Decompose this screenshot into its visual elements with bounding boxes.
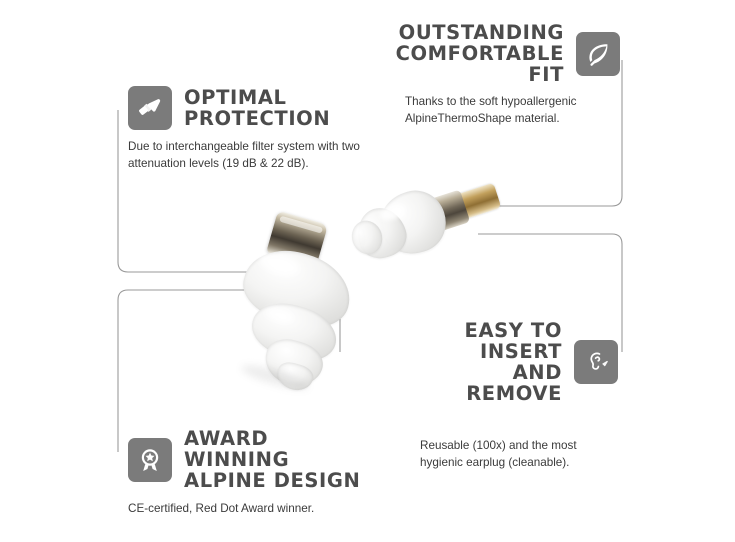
feature-body: Thanks to the soft hypoallergenic AlpineThermoShape material. [405,95,577,125]
feature-title-line1: AWARD WINNING [184,427,290,471]
feature-award-winning [128,428,374,518]
award-medal-icon [128,438,172,482]
feature-title-line2: COMFORTABLE FIT [395,42,564,86]
feature-title-line2: AND REMOVE [466,361,562,405]
feature-title-line1: OPTIMAL [184,86,287,109]
feature-header [395,21,620,86]
earplug-icon [128,86,172,130]
feature-header [398,320,618,404]
feature-title [184,87,330,129]
ear-insert-icon [574,340,618,384]
feature-header [128,86,378,130]
feature-comfortable-fit [395,21,620,127]
feature-title [410,320,562,404]
feature-title-line1: EASY TO INSERT [464,319,562,363]
feature-body: CE-certified, Red Dot Award winner. [128,502,315,515]
feature-body: Reusable (100x) and the most hygienic earplug (cleanable). [420,439,577,469]
feature-body: Due to interchangeable filter system with two attenuation levels (19 dB & 22 dB). [128,140,360,170]
feature-title-line2: PROTECTION [184,107,331,130]
feature-title [184,428,374,491]
feature-easy-to-insert [398,320,618,471]
feature-title [396,22,564,85]
leaf-icon [576,32,620,76]
feature-title-line1: OUTSTANDING [398,21,564,44]
feature-optimal-protection [128,86,378,172]
feature-title-line2: ALPINE DESIGN [184,469,361,492]
feature-header [128,428,374,491]
